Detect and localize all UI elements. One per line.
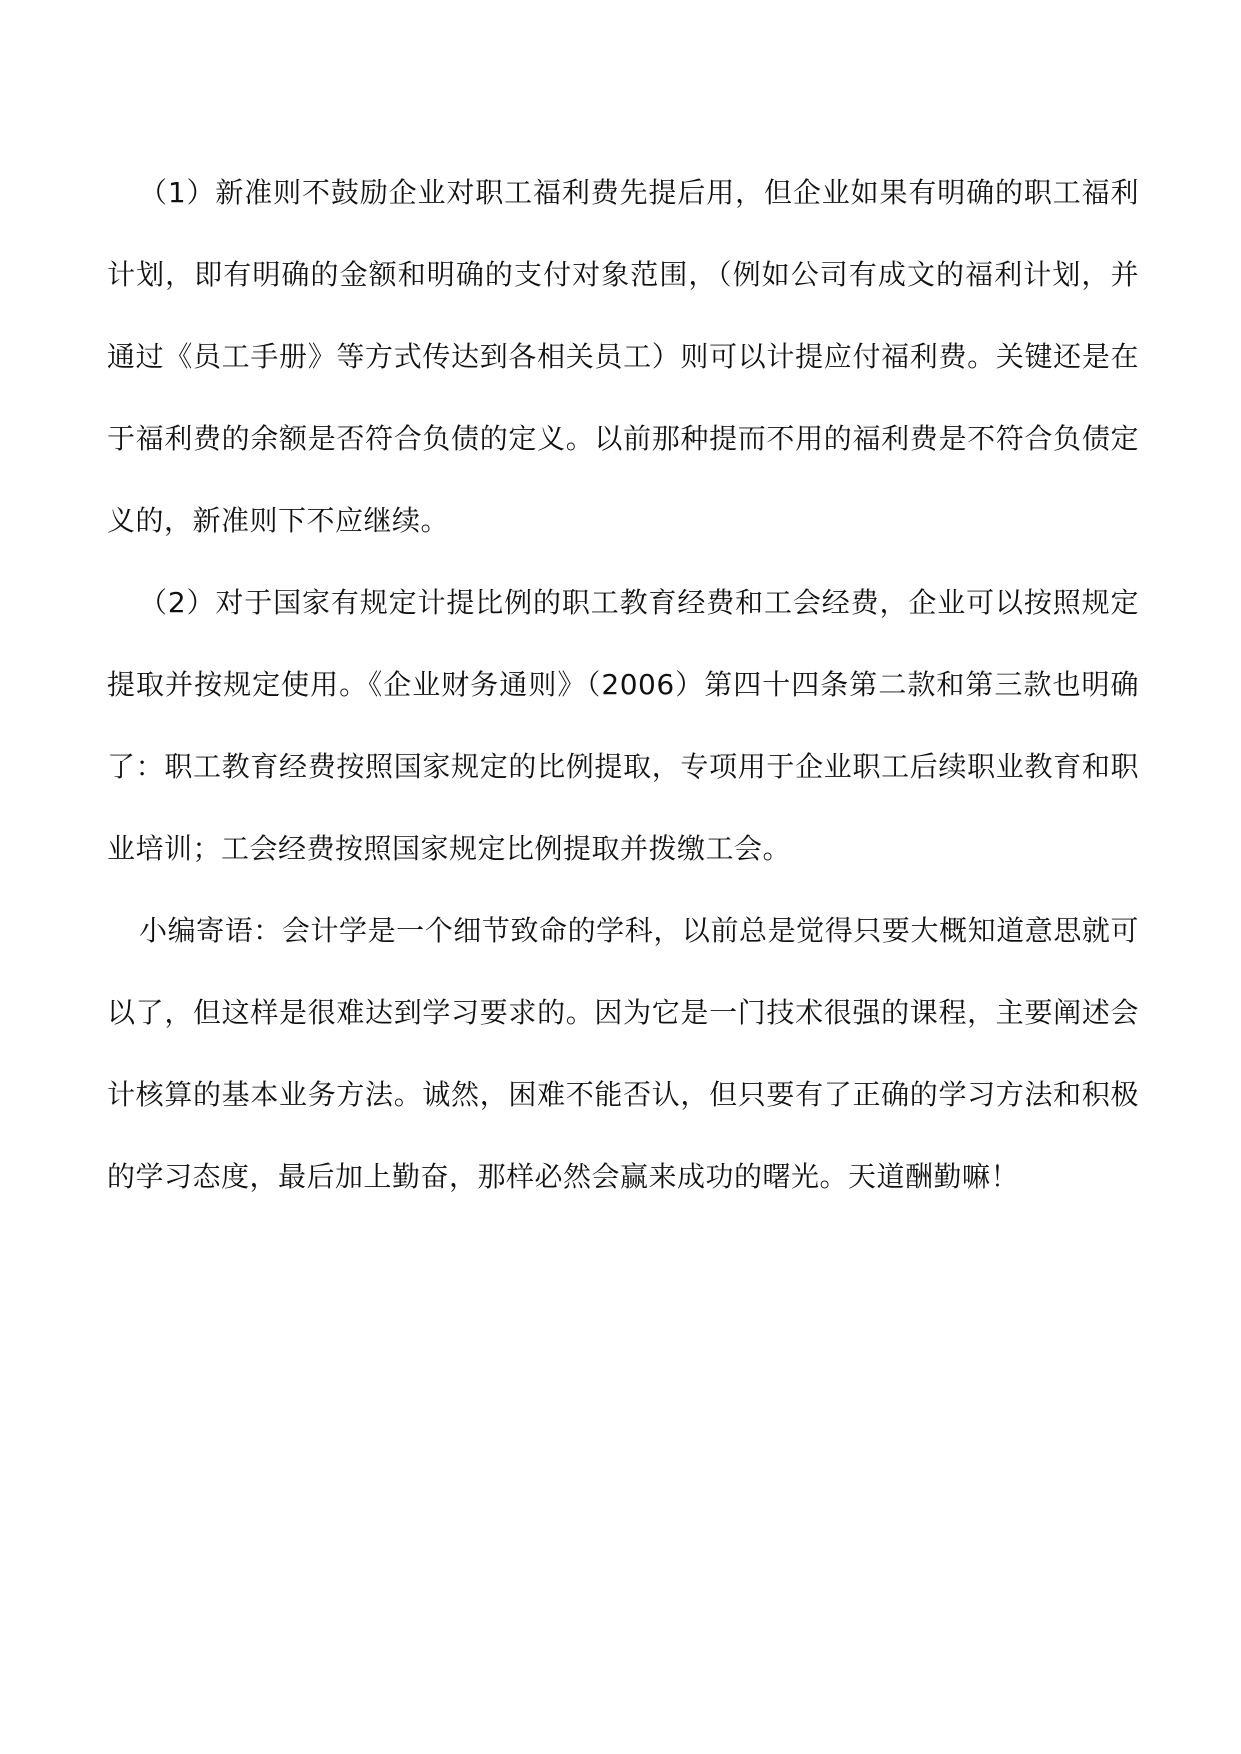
document-body xyxy=(107,152,1139,1218)
paragraph-editor-note: 小编寄语：会计学是一个细节致命的学科，以前总是觉得只要大概知道意思就可以了，但这样是很难达到学习要求的。因为它是一门技术很强的课程，主要阐述会计核算的基本业务方法。诚然，困难不能否认，但只要有了正确的学习方法和积极的学习态度，最后加上勤奋，那样必然会赢来成功的曙光。天道酬勤嘛！ xyxy=(107,914,1139,1193)
paragraph-welfare-fee: （1）新准则不鼓励企业对职工福利费先提后用，但企业如果有明确的职工福利计划，即有明确的金额和明确的支付对象范围，（例如公司有成文的福利计划，并通过《员工手册》等方式传达到各相关员工）则可以计提应付福利费。关键还是在于福利费的余额是否符合负债的定义。以前那种提而不用的福利费是不符合负债定义的，新准则下不应继续。 xyxy=(107,176,1139,537)
paragraph-education-union-fee: （2）对于国家有规定计提比例的职工教育经费和工会经费，企业可以按照规定提取并按规定使用。《企业财务通则》（2006）第四十四条第二款和第三款也明确了：职工教育经费按照国家规定的比例提取，专项用于企业职工后续职业教育和职业培训；工会经费按照国家规定比例提取并拨缴工会。 xyxy=(107,586,1139,865)
